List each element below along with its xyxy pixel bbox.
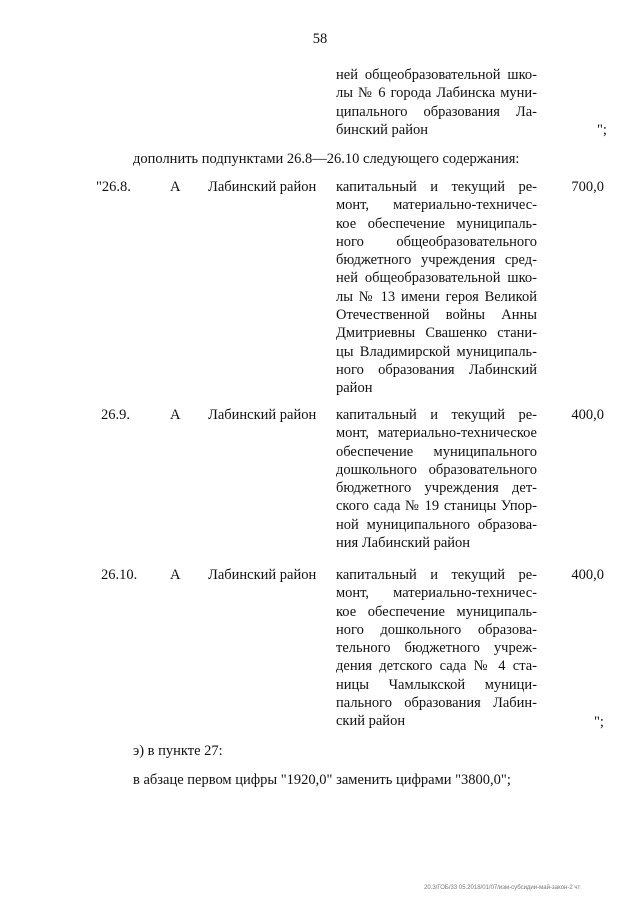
continuation-description: [336, 66, 537, 139]
text-line: капитальный и текущий ре-: [336, 567, 537, 583]
text-line: пального образования Лабин-: [336, 695, 537, 712]
text-line: ней общеобразовательной шко-: [336, 67, 537, 83]
text-line: ницы Чамлыкской муници-: [336, 676, 537, 693]
supplement-paragraph: дополнить подпунктами 26.8—26.10 следующего содержания:: [133, 151, 520, 167]
text-line: ней общеобразовательной шко-: [336, 270, 537, 287]
text-line: ния Лабинский район: [336, 535, 471, 552]
text-line: бюджетного учреждения сред-: [336, 252, 537, 269]
text-line: Дмитриевны Свашенко стани-: [336, 325, 537, 342]
row-number: 26.9.: [101, 407, 130, 423]
text-line: дошкольного образовательного: [336, 461, 537, 478]
text-line: ского сада № 19 станицы Упор-: [336, 498, 537, 515]
text-line: район: [336, 380, 373, 397]
text-line: ной муниципального образова-: [336, 516, 537, 533]
row-description: [336, 566, 537, 731]
page-number: 58: [312, 31, 328, 47]
text-line: тельного бюджетного учреж-: [336, 640, 537, 657]
row-number: "26.8.: [96, 179, 131, 195]
row-description: [336, 178, 537, 398]
row-letter: А: [170, 567, 181, 583]
row-amount: 400,0: [571, 407, 604, 423]
row-letter: А: [170, 179, 181, 195]
text-line: капитальный и текущий ре-: [336, 179, 537, 195]
row-number: 26.10.: [101, 567, 138, 583]
text-line: ский район: [336, 713, 406, 730]
text-line: цы Владимирской муниципаль-: [336, 343, 537, 360]
replace-figures-paragraph: в абзаце первом цифры "1920,0" заменить цифрами "3800,0";: [133, 772, 511, 788]
text-line: лы № 6 города Лабинска муни-: [336, 85, 537, 102]
row-amount: 700,0: [571, 179, 604, 195]
text-line: ного дошкольного образова-: [336, 621, 537, 638]
text-line: монт, материально-техничес-: [336, 585, 537, 602]
text-line: ного образования Лабинский: [336, 361, 537, 378]
row-district: Лабинский район: [208, 567, 317, 583]
text-line: ного общеобразовательного: [336, 233, 537, 250]
text-line: кое обеспечение муниципаль-: [336, 215, 537, 232]
text-line: дения детского сада № 4 ста-: [336, 658, 537, 675]
text-line: лы № 13 имени героя Великой: [336, 288, 537, 305]
text-line: монт, материально-техническое: [336, 425, 537, 442]
row-letter: А: [170, 407, 181, 423]
row-description: [336, 406, 537, 552]
text-line: обеспечение муниципального: [336, 443, 537, 460]
row-district: Лабинский район: [208, 407, 317, 423]
item-e-paragraph: э) в пункте 27:: [133, 743, 223, 759]
row-close-quote: ";: [594, 714, 604, 730]
row-district: Лабинский район: [208, 179, 317, 195]
text-line: бюджетного учреждения дет-: [336, 480, 537, 497]
footer-doc-id: 20.3/ГОБ/33 05.2018/01/07/изм-субсидии-май-закон-2 чт: [424, 885, 581, 891]
text-line: бинский район: [336, 121, 428, 138]
row-amount: 400,0: [571, 567, 604, 583]
text-line: ципального образования Ла-: [336, 103, 537, 120]
text-line: кое обеспечение муниципаль-: [336, 603, 537, 620]
text-line: капитальный и текущий ре-: [336, 407, 537, 423]
text-line: Отечественной войны Анны: [336, 307, 537, 324]
text-line: монт, материально-техничес-: [336, 197, 537, 214]
continuation-close-quote: ";: [597, 122, 607, 138]
